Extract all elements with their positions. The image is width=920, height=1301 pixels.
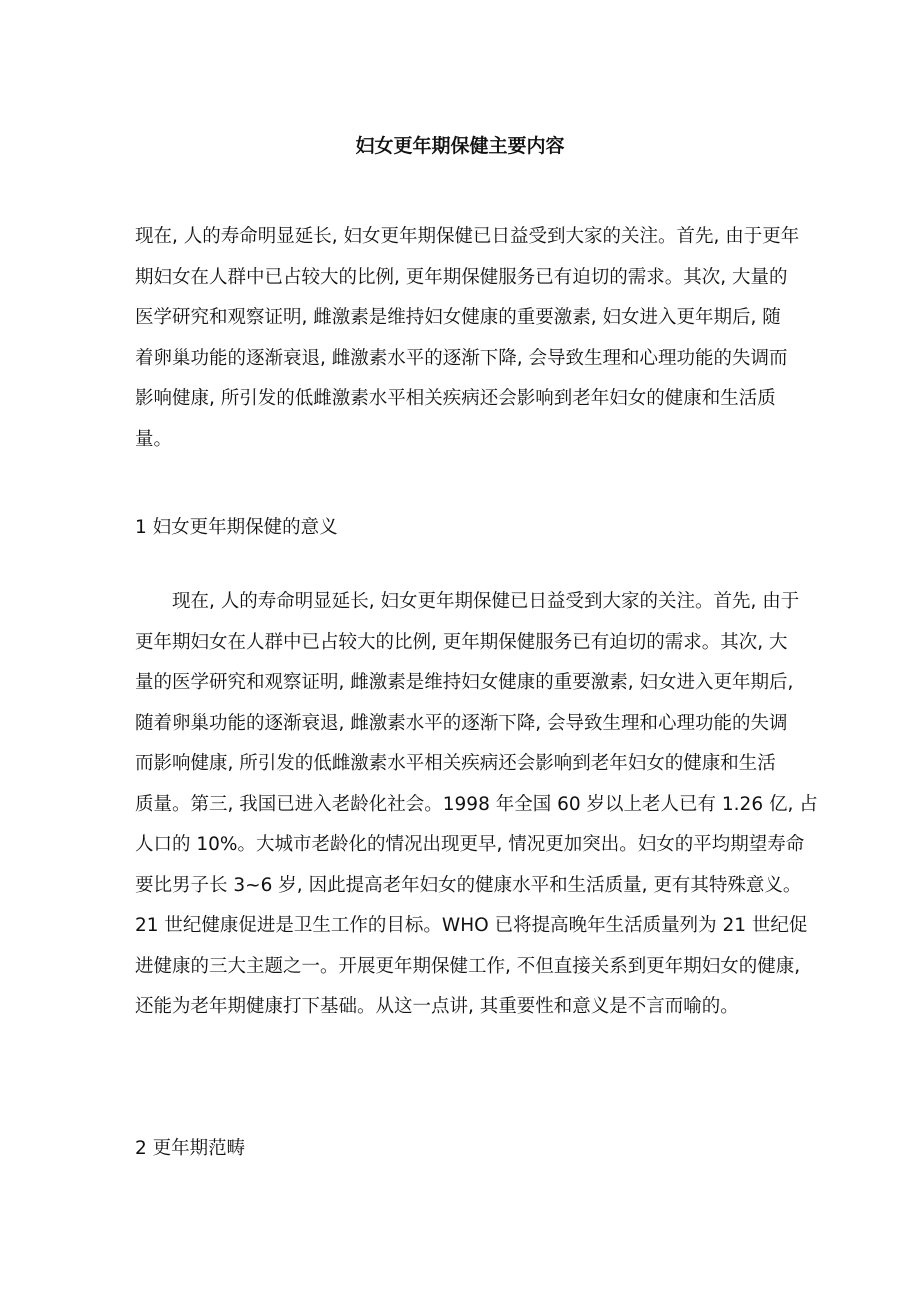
- text-line: 要比男子长 3~6 岁, 因此提高老年妇女的健康水平和生活质量, 更有其特殊意义。: [135, 874, 802, 896]
- section-heading-significance: 1 妇女更年期保健的意义: [135, 517, 338, 538]
- text-line: 更年期妇女在人群中已占较大的比例, 更年期保健服务已有迫切的需求。其次, 大: [135, 631, 788, 653]
- text-line: 人口的 10%。大城市老龄化的情况出现更早, 情况更加突出。妇女的平均期望寿命: [135, 834, 805, 855]
- intro-paragraph: [135, 217, 800, 460]
- text-line: 医学研究和观察证明, 雌激素是维持妇女健康的重要激素, 妇女进入更年期后, 随: [135, 307, 781, 328]
- section1-paragraph: [135, 582, 818, 1028]
- text-line: 量。: [135, 428, 173, 450]
- text-line: 现在, 人的寿命明显延长, 妇女更年期保健已日益受到大家的关注。首先, 由于更年: [135, 226, 800, 247]
- text-line: 现在, 人的寿命明显延长, 妇女更年期保健已日益受到大家的关注。首先, 由于: [135, 591, 800, 612]
- text-line: 而影响健康, 所引发的低雌激素水平相关疾病还会影响到老年妇女的健康和生活: [135, 753, 776, 774]
- section-heading-scope: 2 更年期范畴: [135, 1138, 246, 1159]
- text-line: 随着卵巢功能的逐渐衰退, 雌激素水平的逐渐下降, 会导致生理和心理功能的失调: [135, 712, 788, 734]
- text-line: 21 世纪健康促进是卫生工作的目标。WHO 已将提高晚年生活质量列为 21 世纪促: [135, 915, 808, 936]
- text-line: 进健康的三大主题之一。开展更年期保健工作, 不但直接关系到更年期妇女的健康,: [135, 955, 801, 977]
- text-line: 影响健康, 所引发的低雌激素水平相关疾病还会影响到老年妇女的健康和生活质: [135, 388, 776, 409]
- text-line: 质量。第三, 我国已进入老龄化社会。1998 年全国 60 岁以上老人已有 1.26 亿, 占: [135, 793, 818, 815]
- text-line: 着卵巢功能的逐渐衰退, 雌激素水平的逐渐下降, 会导致生理和心理功能的失调而: [135, 347, 788, 369]
- document-title: 妇女更年期保健主要内容: [355, 135, 565, 157]
- text-line: 期妇女在人群中已占较大的比例, 更年期保健服务已有迫切的需求。其次, 大量的: [135, 266, 788, 288]
- text-line: 还能为老年期健康打下基础。从这一点讲, 其重要性和意义是不言而喻的。: [135, 996, 739, 1017]
- text-line: 量的医学研究和观察证明, 雌激素是维持妇女健康的重要激素, 妇女进入更年期后,: [135, 672, 794, 693]
